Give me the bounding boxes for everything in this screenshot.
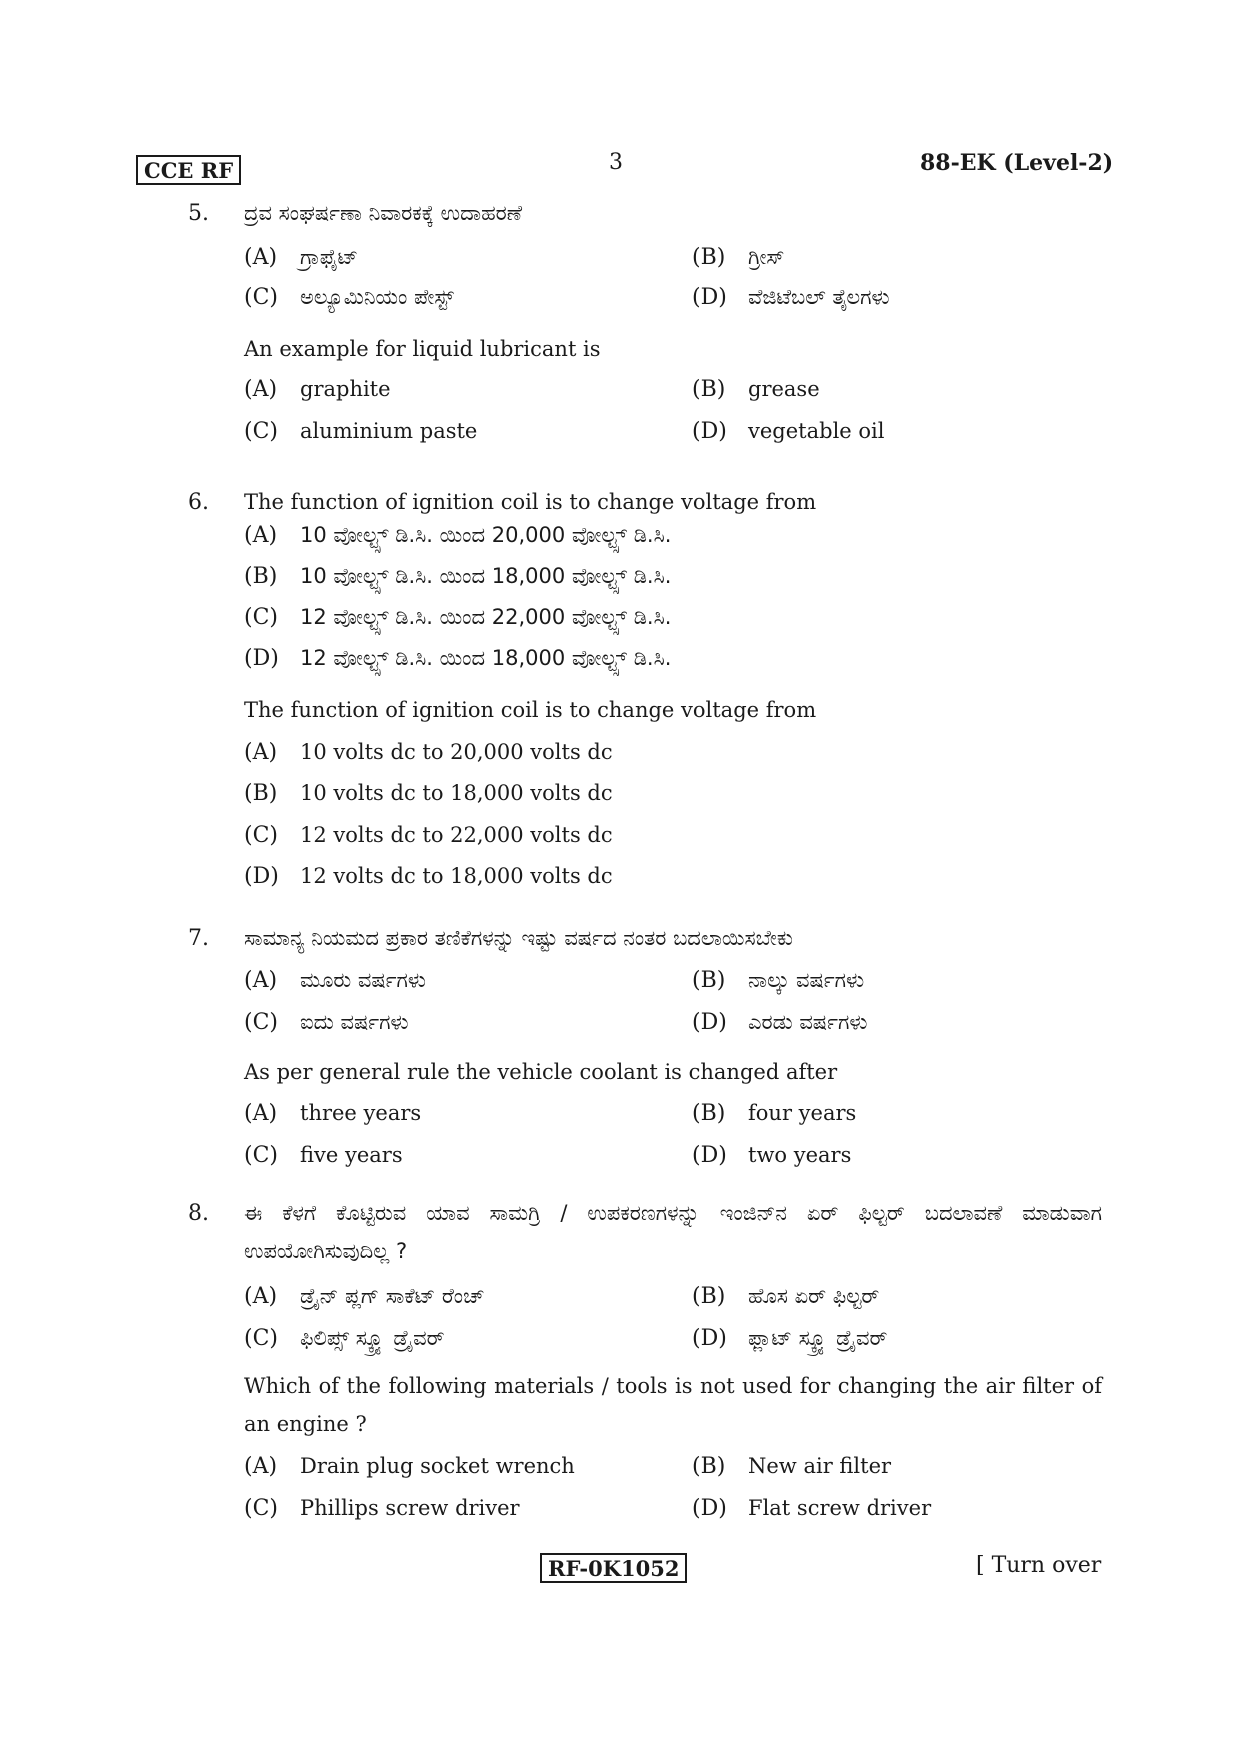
option-text: two years (748, 1143, 852, 1167)
page-number: 3 (609, 150, 623, 175)
question-5-number: 5. (188, 201, 209, 226)
option-letter: (A) (244, 523, 278, 548)
option-letter: (C) (244, 1143, 278, 1168)
option-text: Flat screw driver (748, 1496, 932, 1520)
option-text: 12 volts dc to 22,000 volts dc (300, 823, 613, 847)
option-text: New air filter (748, 1454, 892, 1478)
option-letter: (C) (244, 285, 278, 310)
question-7-kannada-stem: ಸಾಮಾನ್ಯ ನಿಯಮದ ಪ್ರಕಾರ ತಣಿಕೆಗಳನ್ನು ಇಷ್ಟು ವರ್ಷದ ನಂತರ ಬದಲಾಯಿಸಬೇಕು (244, 926, 793, 950)
question-5-kannada-stem: ದ್ರವ ಸಂಘರ್ಷಣಾ ನಿವಾರಕಕ್ಕೆ ಉದಾಹರಣೆ (244, 201, 523, 225)
option-letter: (A) (244, 1284, 278, 1309)
option-text: graphite (300, 377, 391, 401)
option-text: Phillips screw driver (300, 1496, 520, 1520)
option-letter: (C) (244, 1326, 278, 1351)
option-letter: (A) (244, 245, 278, 270)
option-letter: (A) (244, 1101, 278, 1126)
question-6-kannada-stem: The function of ignition coil is to change voltage from (244, 490, 817, 514)
option-letter: (C) (244, 1010, 278, 1035)
option-letter: (B) (692, 245, 726, 270)
option-letter: (D) (692, 285, 727, 310)
option-letter: (A) (244, 968, 278, 993)
option-text: four years (748, 1101, 857, 1125)
option-text: ಹೊಸ ಏರ್ ಫಿಲ್ಟರ್ (748, 1284, 880, 1308)
option-text: ನಾಲ್ಕು ವರ್ಷಗಳು (748, 968, 865, 992)
option-letter: (D) (692, 1010, 727, 1035)
option-text: ಐದು ವರ್ಷಗಳು (300, 1010, 409, 1034)
option-text: ಅಲ್ಯೂಮಿನಿಯಂ ಪೇಸ್ಟ್ (300, 285, 454, 309)
option-text: ಎರಡು ವರ್ಷಗಳು (748, 1010, 868, 1034)
option-letter: (A) (244, 1454, 278, 1479)
question-8-english-stem: Which of the following materials / tools is not used for changing the air filter of an engine ? (244, 1374, 1102, 1436)
option-letter: (C) (244, 605, 278, 630)
turn-over-note: [ Turn over (976, 1553, 1102, 1578)
option-letter: (B) (692, 1101, 726, 1126)
option-letter: (B) (244, 781, 278, 806)
footer-code-box: RF-0K1052 (540, 1553, 687, 1583)
question-8-number: 8. (188, 1201, 209, 1226)
option-text: five years (300, 1143, 403, 1167)
option-text: 10 ವೋಲ್ಟ್ಸ್ ಡಿ.ಸಿ. ಯಿಂದ 20,000 ವೋಲ್ಟ್ಸ್ ಡಿ.ಸಿ. (300, 523, 672, 547)
option-text: ಫ್ಲಾಟ್ ಸ್ಕ್ರ್ಯೂ ಡ್ರೈವರ್ (748, 1326, 888, 1350)
option-letter: (C) (244, 1496, 278, 1521)
option-text: ಫಿಲಿಪ್ಸ್ ಸ್ಕ್ರ್ಯೂ ಡ್ರೈವರ್ (300, 1326, 445, 1350)
option-text: aluminium paste (300, 419, 478, 443)
option-text: vegetable oil (748, 419, 885, 443)
paper-code: 88-EK (Level-2) (920, 150, 1114, 176)
option-letter: (D) (692, 419, 727, 444)
question-7-number: 7. (188, 926, 209, 951)
question-6-number: 6. (188, 490, 209, 515)
option-text: ಮೂರು ವರ್ಷಗಳು (300, 968, 426, 992)
option-text: ವೆಜಿಟೆಬಲ್ ತೈಲಗಳು (748, 285, 890, 309)
option-text: 12 ವೋಲ್ಟ್ಸ್ ಡಿ.ಸಿ. ಯಿಂದ 22,000 ವೋಲ್ಟ್ಸ್ ಡಿ.ಸಿ. (300, 605, 672, 629)
header-code-box: CCE RF (136, 155, 241, 185)
option-text: 10 volts dc to 18,000 volts dc (300, 781, 613, 805)
option-text: ಡ್ರೈನ್ ಪ್ಲಗ್ ಸಾಕೆಟ್ ರೆಂಚ್ (300, 1284, 485, 1308)
question-7-english-stem: As per general rule the vehicle coolant is changed after (244, 1060, 838, 1084)
option-letter: (D) (244, 864, 279, 889)
option-text: ಗ್ರೀಸ್ (748, 245, 785, 269)
question-8-kannada-stem: ಈ ಕೆಳಗೆ ಕೊಟ್ಟಿರುವ ಯಾವ ಸಾಮಗ್ರಿ / ಉಪಕರಣಗಳನ್ನು ಇಂಜಿನ್‌ನ ಏರ್ ಫಿಲ್ಟರ್ ಬದಲಾವಣೆ ಮಾಡುವಾಗ ಉಪಯೋಗಿಸುವುದಿಲ್ಲ ? (244, 1201, 1102, 1263)
option-letter: (B) (692, 377, 726, 402)
question-5-english-stem: An example for liquid lubricant is (244, 337, 601, 361)
option-text: 12 ವೋಲ್ಟ್ಸ್ ಡಿ.ಸಿ. ಯಿಂದ 18,000 ವೋಲ್ಟ್ಸ್ ಡಿ.ಸಿ. (300, 646, 672, 670)
option-letter: (D) (692, 1496, 727, 1521)
option-text: 12 volts dc to 18,000 volts dc (300, 864, 613, 888)
option-letter: (D) (692, 1143, 727, 1168)
option-letter: (C) (244, 419, 278, 444)
option-letter: (D) (692, 1326, 727, 1351)
option-text: grease (748, 377, 820, 401)
option-letter: (C) (244, 823, 278, 848)
option-letter: (B) (692, 968, 726, 993)
option-letter: (A) (244, 377, 278, 402)
option-letter: (B) (244, 564, 278, 589)
option-text: ಗ್ರಾಫೈಟ್ (300, 245, 359, 269)
option-letter: (A) (244, 740, 278, 765)
option-text: 10 volts dc to 20,000 volts dc (300, 740, 613, 764)
option-letter: (D) (244, 646, 279, 671)
option-text: three years (300, 1101, 422, 1125)
option-text: Drain plug socket wrench (300, 1454, 575, 1478)
option-letter: (B) (692, 1454, 726, 1479)
option-text: 10 ವೋಲ್ಟ್ಸ್ ಡಿ.ಸಿ. ಯಿಂದ 18,000 ವೋಲ್ಟ್ಸ್ ಡಿ.ಸಿ. (300, 564, 672, 588)
question-6-english-stem: The function of ignition coil is to change voltage from (244, 698, 817, 722)
option-letter: (B) (692, 1284, 726, 1309)
